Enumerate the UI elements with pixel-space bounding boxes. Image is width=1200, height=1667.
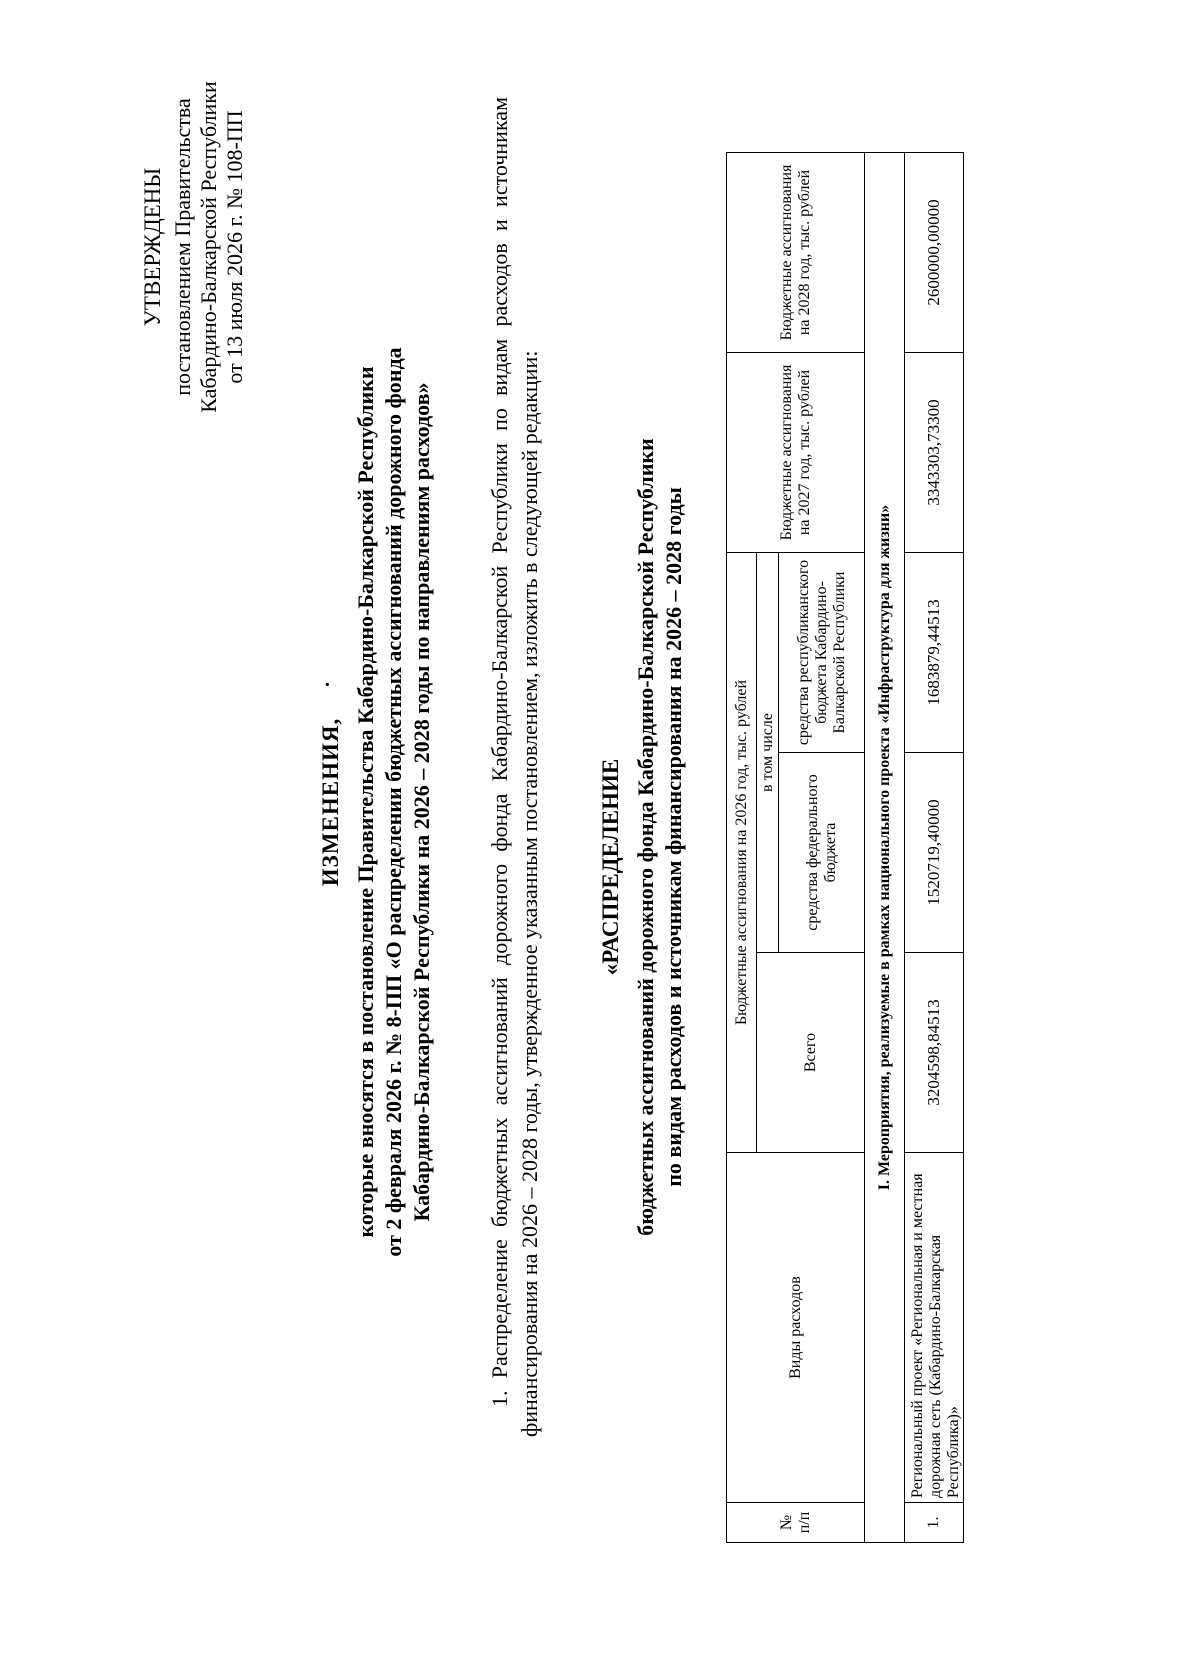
row-num: 1.	[905, 1503, 964, 1543]
approved-line-1: постановлением Правительства	[170, 98, 195, 396]
header-2026: Бюджетные ассигнования на 2026 год, тыс. рублей	[727, 553, 757, 1153]
approved-line-3: от 13 июля 2026 г. № 108-ПП	[222, 110, 247, 384]
row-republic: 1683879,44513	[905, 553, 964, 753]
row-kind: Региональный проект «Региональная и местная дорожная сеть (Кабардино-Балкарская Республика)»	[905, 1153, 964, 1503]
row-total: 3204598,84513	[905, 953, 964, 1153]
row-2027: 3343303,73300	[905, 353, 964, 553]
approved-line-2: Кабардино-Балкарской Республики	[196, 81, 221, 413]
amendment-paragraph: 1. Распределение бюджетных ассигнований дорожного фонда Кабардино-Балкарской Республики по видам расходов и источникам финансирования на 2026 – 2028 годы, утвержденное указанным постановлением, изложить в следующей редакции:	[487, 97, 542, 1437]
changes-line-2: от 2 февраля 2026 г. № 8-ПП «О распределении бюджетных ассигнований дорожного фонда	[381, 347, 406, 1257]
distribution-line-1: бюджетных ассигнований дорожного фонда Кабардино-Балкарской Республики	[633, 438, 658, 1236]
row-federal: 1520719,40000	[905, 753, 964, 953]
approved-heading: УТВЕРЖДЕНЫ	[140, 167, 165, 327]
appropriations-table	[726, 152, 964, 1543]
header-2027: Бюджетные ассигнования на 2027 год, тыс. рублей	[727, 353, 865, 553]
stray-mark: .	[312, 682, 334, 687]
distribution-subtitle	[632, 217, 688, 1457]
changes-line-3: Кабардино-Балкарской Республики на 2026 – 2028 годы по направлениям расходов»	[409, 382, 434, 1222]
approval-stamp	[140, 37, 248, 457]
table-row	[905, 153, 964, 1543]
header-republic: средства республиканского бюджета Кабардино-Балкарской Республики	[779, 553, 865, 753]
header-federal: средства федерального бюджета	[779, 753, 865, 953]
header-including: в том числе	[757, 553, 779, 953]
header-kind: Виды расходов	[727, 1153, 865, 1503]
distribution-title: «РАСПРЕДЕЛЕНИЕ	[598, 758, 623, 976]
changes-line-1: которые вносятся в постановление Правительства Кабардино-Балкарской Республики	[353, 366, 378, 1238]
section-heading: I. Мероприятия, реализуемые в рамках национального проекта «Инфраструктура для жизни»	[865, 153, 905, 1543]
changes-title: ИЗМЕНЕНИЯ,	[318, 717, 343, 887]
changes-subtitle	[352, 157, 436, 1447]
header-num: № п/п	[727, 1503, 865, 1543]
distribution-line-2: по видам расходов и источникам финансирования на 2026 – 2028 годы	[661, 487, 686, 1187]
header-total: Всего	[757, 953, 865, 1153]
row-2028: 2600000,00000	[905, 153, 964, 353]
header-2028: Бюджетные ассигнования на 2028 год, тыс. рублей	[727, 153, 865, 353]
